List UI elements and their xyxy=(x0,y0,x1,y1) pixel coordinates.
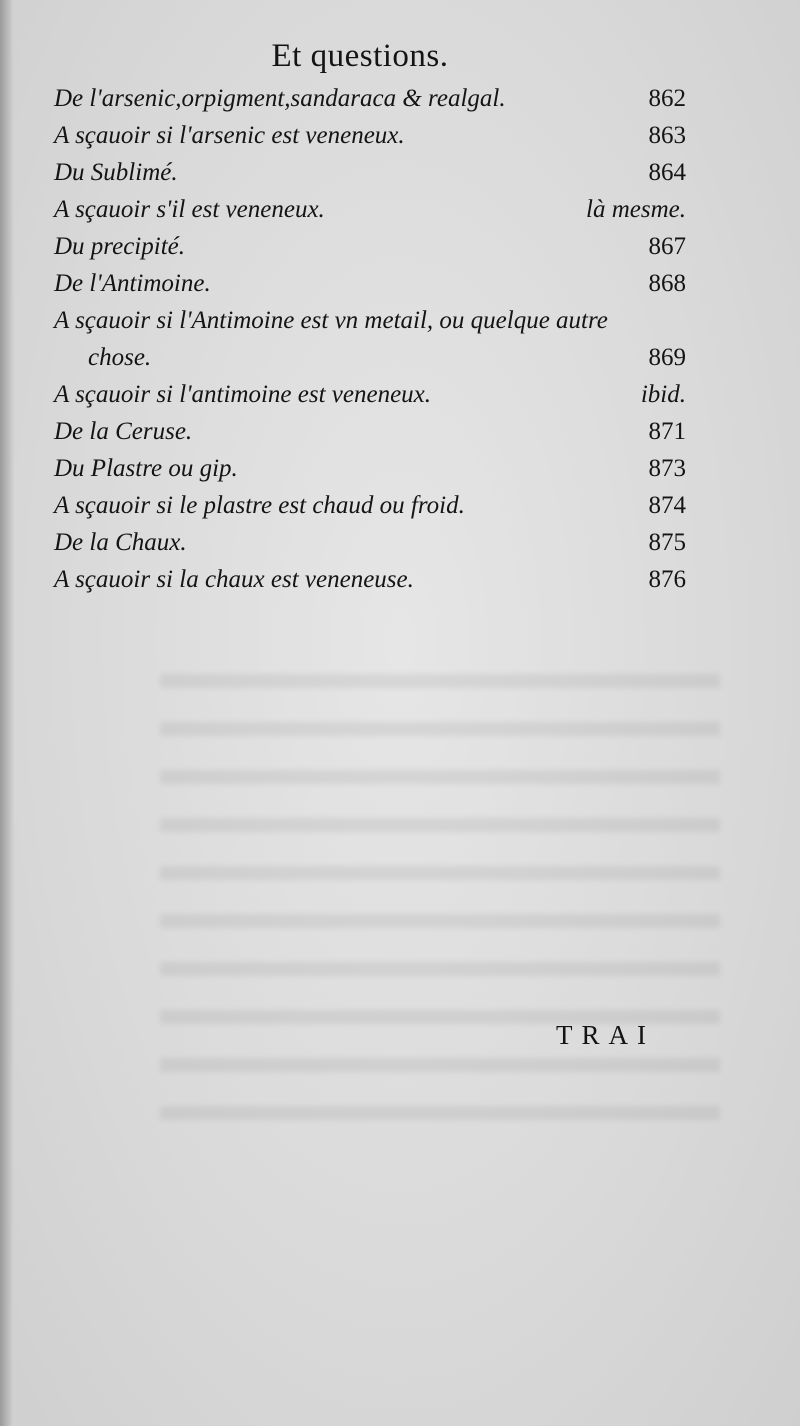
entry-title: Du Plastre ou gip. xyxy=(54,455,238,482)
entry-page-number: 875 xyxy=(648,529,686,556)
entry-title: De la Ceruse. xyxy=(54,418,193,445)
catchword: TRAI xyxy=(556,1020,655,1050)
entry-title: A sçauoir si l'antimoine est veneneux. xyxy=(54,381,432,408)
entry-title: A sçauoir si la chaux est veneneuse. xyxy=(54,566,414,593)
toc-entry xyxy=(54,154,686,191)
entry-title: A sçauoir si l'arsenic est veneneux. xyxy=(54,122,405,149)
entry-page-number: 863 xyxy=(648,122,686,149)
entry-title: De l'Antimoine. xyxy=(54,270,211,297)
entry-page-number: 873 xyxy=(648,455,686,482)
running-head: Et questions. xyxy=(271,38,449,74)
toc-entry xyxy=(54,302,686,376)
toc-entry xyxy=(54,413,686,450)
entry-title: Du Sublimé. xyxy=(54,159,178,186)
table-of-contents xyxy=(54,80,686,598)
entry-title-continuation: chose. xyxy=(88,344,152,371)
entry-title: De la Chaux. xyxy=(54,529,187,556)
toc-entry xyxy=(54,450,686,487)
entry-title: De l'arsenic,orpigment,sandaraca & realgal. xyxy=(54,85,506,112)
entry-page-number: là mesme. xyxy=(586,196,686,223)
entry-page-number: 864 xyxy=(648,159,686,186)
page-gutter-shadow xyxy=(0,0,14,1426)
entry-title: A sçauoir si le plastre est chaud ou froid. xyxy=(54,492,465,519)
toc-entry xyxy=(54,524,686,561)
entry-title: Du precipité. xyxy=(54,233,185,260)
toc-entry xyxy=(54,376,686,413)
toc-entry xyxy=(54,191,686,228)
toc-entry xyxy=(54,487,686,524)
entry-page-number: 867 xyxy=(648,233,686,260)
entry-page-number: 869 xyxy=(648,344,686,371)
toc-entry xyxy=(54,265,686,302)
toc-entry xyxy=(54,117,686,154)
entry-page-number: 862 xyxy=(648,85,686,112)
toc-entry xyxy=(54,80,686,117)
toc-entry xyxy=(54,228,686,265)
entry-page-number: ibid. xyxy=(640,381,686,408)
entry-title: A sçauoir si l'Antimoine est vn metail, ou quelque autre xyxy=(54,307,608,334)
entry-page-number: 874 xyxy=(648,492,686,519)
entry-page-number: 868 xyxy=(648,270,686,297)
entry-title: A sçauoir s'il est veneneux. xyxy=(54,196,325,223)
entry-page-number: 876 xyxy=(648,566,686,593)
toc-entry xyxy=(54,561,686,598)
entry-page-number: 871 xyxy=(648,418,686,445)
